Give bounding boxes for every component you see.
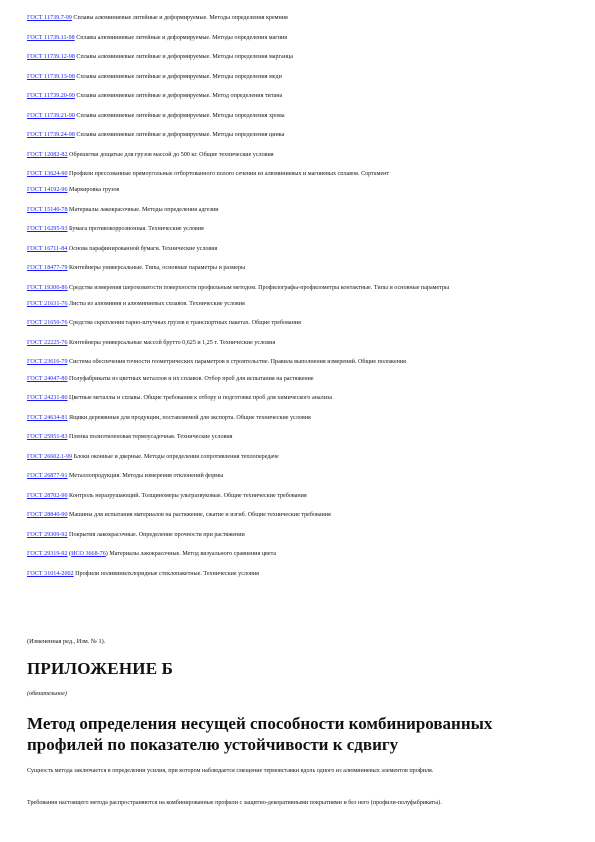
standard-link[interactable]: ГОСТ 26877-91 bbox=[27, 473, 68, 480]
reference-title: Обрешетки дощатые для грузов массой до 500 кг. Общие технические условия bbox=[67, 151, 274, 158]
standard-link[interactable]: ГОСТ 25951-83 bbox=[27, 434, 68, 441]
reference-title: Сплавы алюминиевые литейные и деформируемые. Методы определения марганца bbox=[74, 54, 293, 60]
method-title: Метод определения несущей способности комбинированных профилей по показателю устойчивости к сдвигу bbox=[27, 714, 493, 754]
reference-title: Система обеспечения точности геометрических параметров в строительстве. Правила выполнения измерений. Общие положения bbox=[67, 359, 406, 366]
reference-title: Средства измерения шероховатости поверхности профильным методом. Профилографы-профилометры контактные. Типы и основные параметры bbox=[67, 284, 450, 291]
reference-title: Машины для испытания материалов на растяжение, сжатие и изгиб. Общие технические требования bbox=[67, 512, 331, 519]
reference-item bbox=[27, 284, 572, 293]
standard-link[interactable]: ГОСТ 21631-76 bbox=[27, 300, 68, 307]
amendment-note: (Измененная ред., Изм. № 1). bbox=[27, 638, 106, 645]
reference-item bbox=[27, 170, 572, 179]
reference-item bbox=[27, 511, 572, 520]
standard-link[interactable]: ГОСТ 11739.21-90 bbox=[27, 112, 75, 119]
reference-title: Пленка полиэтиленовая термоусадочная. Технические условия bbox=[67, 434, 233, 441]
reference-item bbox=[27, 339, 572, 348]
reference-item bbox=[27, 264, 572, 273]
reference-item bbox=[27, 186, 572, 195]
reference-item bbox=[27, 319, 572, 328]
reference-title: Профили поливинилхлоридные стеклопакетные. Технические условия bbox=[73, 570, 259, 577]
reference-title: Контейнеры универсальные массой брутто 0,625 и 1,25 т. Технические условия bbox=[67, 339, 276, 346]
reference-item bbox=[27, 375, 572, 384]
reference-item bbox=[27, 433, 572, 442]
standard-link[interactable]: ГОСТ 19300-86 bbox=[27, 284, 68, 291]
reference-list bbox=[27, 14, 572, 589]
appendix-status: (обязательное) bbox=[27, 690, 67, 697]
standard-link[interactable]: ГОСТ 28702-90 bbox=[27, 492, 68, 499]
reference-item bbox=[27, 225, 572, 234]
reference-item bbox=[27, 151, 572, 160]
reference-item bbox=[27, 112, 572, 121]
reference-item bbox=[27, 73, 572, 82]
reference-item bbox=[27, 131, 572, 140]
standard-link[interactable]: ГОСТ 21650-76 bbox=[27, 320, 68, 327]
method-paragraph-2: Требования настоящего метода распространяются на комбинированные профили с защитно-декоративными покрытиями и без него (профили-полуфабрикаты). bbox=[27, 800, 442, 806]
reference-title: Маркировка грузов bbox=[67, 187, 120, 194]
reference-item bbox=[27, 358, 572, 367]
reference-title: Металлопродукция. Методы измерения отклонений формы bbox=[67, 473, 224, 480]
standard-link[interactable]: ГОСТ 11739.12-98 bbox=[27, 54, 75, 60]
reference-title: Материалы лакокрасочные. Методы определения адгезии bbox=[67, 206, 219, 213]
reference-item bbox=[27, 531, 572, 540]
standard-link[interactable]: ГОСТ 31014-2002 bbox=[27, 570, 74, 577]
standard-link[interactable]: ГОСТ 24634-81 bbox=[27, 414, 68, 421]
reference-title: Материалы лакокрасочные. Метод визуального сравнения цвета bbox=[107, 551, 277, 558]
standard-link[interactable]: ГОСТ 11739.11-98 bbox=[27, 34, 75, 41]
reference-title: Ящики деревянные для продукции, поставляемой для экспорта. Общие технические условия bbox=[67, 414, 311, 421]
standard-link[interactable]: ГОСТ 15140-78 bbox=[27, 206, 68, 213]
reference-item bbox=[27, 34, 572, 43]
reference-item bbox=[27, 14, 572, 23]
standard-link[interactable]: ГОСТ 14192-96 bbox=[27, 187, 68, 194]
standard-link[interactable]: ГОСТ 24047-80 bbox=[27, 375, 68, 382]
standard-link[interactable]: ГОСТ 11739.24-98 bbox=[27, 132, 75, 138]
reference-title: Средства скрепления тарно-штучных грузов в транспортных пакетах. Общие требования bbox=[67, 320, 301, 327]
reference-title: Блоки оконные и дверные. Методы определения сопротивления теплопередаче bbox=[72, 453, 279, 460]
reference-title: Покрытия лакокрасочные. Определение прочности при растяжении bbox=[67, 531, 245, 538]
standard-link[interactable]: ГОСТ 18477-79 bbox=[27, 265, 68, 272]
standard-link[interactable]: ИСО 3668-76 bbox=[71, 551, 106, 558]
reference-title: Бумага противокоррозионная. Технические условия bbox=[67, 226, 204, 233]
standard-link[interactable]: ГОСТ 16711-84 bbox=[27, 245, 68, 252]
standard-link[interactable]: ГОСТ 23616-79 bbox=[27, 359, 68, 366]
reference-title: Листы из алюминия и алюминиевых сплавов. Технические условия bbox=[67, 300, 245, 307]
reference-item bbox=[27, 472, 572, 481]
standard-link[interactable]: ГОСТ 13624-90 bbox=[27, 171, 68, 177]
reference-title: Основа парафинированной бумаги. Технические условия bbox=[67, 245, 218, 252]
reference-item bbox=[27, 492, 572, 501]
reference-title: Цветные металлы и сплавы. Общие требования к отбору и подготовке проб для химического анализа bbox=[67, 395, 333, 402]
standard-link[interactable]: ГОСТ 12082-82 bbox=[27, 151, 68, 158]
reference-item bbox=[27, 300, 572, 309]
method-paragraph-1: Сущность метода заключается в определении усилия, при котором наблюдается смещение термовставки вдоль одного из алюминиевых элементов профиля. bbox=[27, 768, 434, 774]
appendix-heading: ПРИЛОЖЕНИЕ Б bbox=[27, 659, 174, 678]
reference-title: Сплавы алюминиевые литейные и деформируемые. Методы определения кремния bbox=[71, 15, 288, 21]
reference-title: Сплавы алюминиевые литейные и деформируемые. Методы определения цинка bbox=[74, 132, 285, 138]
standard-link[interactable]: ГОСТ 22225-76 bbox=[27, 339, 68, 346]
reference-item: ГОСТ 29319-92 (ИСО 3668-76) Материалы лакокрасочные. Метод визуального сравнения цвета bbox=[27, 551, 277, 558]
reference-title: Сплавы алюминиевые литейные и деформируемые. Методы определения магния bbox=[74, 34, 288, 41]
standard-link[interactable]: ГОСТ 11739.7-99 bbox=[27, 15, 72, 21]
standard-link[interactable]: ГОСТ 11739.13-98 bbox=[27, 73, 75, 80]
reference-title: Сплавы алюминиевые литейные и деформируемые. Методы определения меди bbox=[74, 73, 282, 80]
standard-link[interactable]: ГОСТ 16295-93 bbox=[27, 226, 68, 233]
reference-title: Сплавы алюминиевые литейные и деформируемые. Методы определения хрома bbox=[74, 112, 285, 119]
reference-item bbox=[27, 414, 572, 423]
standard-link[interactable]: ГОСТ 29309-92 bbox=[27, 531, 68, 538]
reference-item bbox=[27, 92, 572, 101]
reference-item bbox=[27, 206, 572, 215]
reference-title: Профили прессованные прямоугольные отбортованного полого сечения из алюминиевых и магниевых сплавов. Сортамент bbox=[67, 171, 390, 177]
reference-title: Контейнеры универсальные. Типы, основные параметры и размеры bbox=[67, 265, 246, 272]
standard-link[interactable]: ГОСТ 11739.20-99 bbox=[27, 93, 75, 99]
reference-item bbox=[27, 394, 572, 403]
standard-link[interactable]: ГОСТ 26602.1-99 bbox=[27, 453, 73, 460]
reference-title: Полуфабрикаты из цветных металлов и их сплавов. Отбор проб для испытания на растяжение bbox=[67, 375, 314, 382]
standard-link[interactable]: ГОСТ 29319-92 bbox=[27, 551, 68, 558]
standard-link[interactable]: ГОСТ 24231-80 bbox=[27, 395, 68, 402]
reference-item bbox=[27, 570, 572, 579]
reference-title: Контроль неразрушающий. Толщиномеры ультразвуковые. Общие технические требования bbox=[67, 492, 307, 499]
standard-link[interactable]: ГОСТ 28840-90 bbox=[27, 512, 68, 519]
reference-item bbox=[27, 53, 572, 62]
reference-item bbox=[27, 245, 572, 254]
reference-item bbox=[27, 453, 572, 462]
reference-title: Сплавы алюминиевые литейные и деформируемые. Метод определения титана bbox=[74, 93, 283, 99]
